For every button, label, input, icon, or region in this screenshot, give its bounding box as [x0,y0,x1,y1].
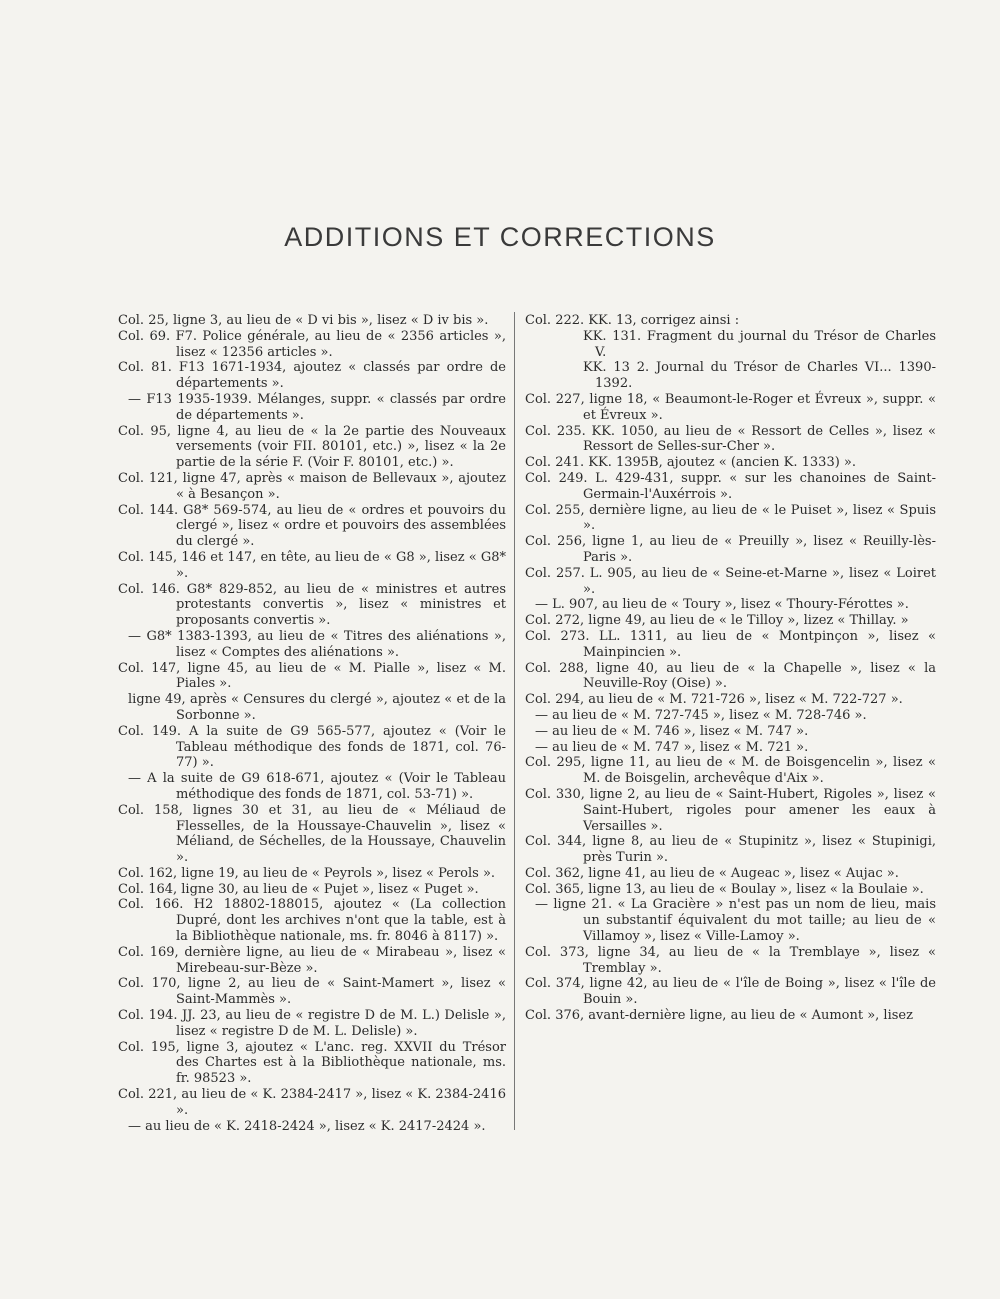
correction-entry: Col. 235. KK. 1050, au lieu de « Ressort de Celles », lisez « Ressort de Selles-sur-Cher ». [525,423,936,455]
correction-entry: Col. 272, ligne 49, au lieu de « le Tilloy », lizez « Thillay. » [525,613,909,629]
correction-entry: — au lieu de « M. 747 », lisez « M. 721 ». [535,739,809,755]
correction-entry: Col. 162, ligne 19, au lieu de « Peyrols », lisez « Perols ». [118,865,496,881]
correction-entry: Col. 25, ligne 3, au lieu de « D vi bis », lisez « D iv bis ». [118,313,489,328]
correction-entry: — F13 1935-1939. Mélanges, suppr. « classés par ordre de départements ». [128,391,506,423]
correction-entry: — au lieu de « K. 2418-2424 », lisez « K. 2417-2424 ». [128,1118,486,1134]
right-column [525,313,936,1024]
correction-entry: Col. 273. LL. 1311, au lieu de « Montpinçon », lisez « Mainpincien ». [525,628,936,660]
correction-entry: Col. 241. KK. 1395B, ajoutez « (ancien K. 1333) ». [525,455,857,471]
correction-entry: Col. 257. L. 905, au lieu de « Seine-et-Marne », lisez « Loiret ». [525,565,936,597]
correction-entry: Col. 121, ligne 47, après « maison de Bellevaux », ajoutez « à Besançon ». [118,470,506,502]
correction-entry: — au lieu de « M. 727-745 », lisez « M. 728-746 ». [535,707,867,723]
correction-entry: — ligne 21. « La Gracière » n'est pas un nom de lieu, mais un substantif équivalent du mot taille; au lieu de « Villamoy », lisez « Ville-Lamoy ». [535,897,936,945]
correction-entry: Col. 376, avant-dernière ligne, au lieu de « Aumont », lisez [525,1008,913,1024]
correction-entry: Col. 222. KK. 13, corrigez ainsi : [525,313,740,328]
correction-entry: Col. 249. L. 429-431, suppr. « sur les chanoines de Saint-Germain-l'Auxérrois ». [525,470,936,502]
correction-entry: Col. 81. F13 1671-1934, ajoutez « classés par ordre de départements ». [118,360,506,392]
correction-entry: Col. 255, dernière ligne, au lieu de « le Puiset », lisez « Spuis ». [525,502,936,534]
correction-entry: Col. 158, lignes 30 et 31, au lieu de « Méliaud de Flesselles, de la Houssaye-Chauvelin », lisez « Méliand, de Séchelles, de la Houssaye, Chauvelin ». [118,802,506,866]
column-divider [514,312,515,1130]
correction-entry: Col. 146. G8* 829-852, au lieu de « ministres et autres protestants convertis », lisez « ministres et proposants convertis ». [118,581,506,629]
correction-entry: Col. 144. G8* 569-574, au lieu de « ordres et pouvoirs du clergé », lisez « ordre et pouvoirs des assemblées du clergé ». [118,502,506,550]
correction-entry: Col. 295, ligne 11, au lieu de « M. de Boisgencelin », lisez « M. de Boisgelin, archevêque d'Aix ». [525,755,936,787]
correction-entry: Col. 221, au lieu de « K. 2384-2417 », lisez « K. 2384-2416 ». [118,1087,506,1118]
correction-entry: Col. 170, ligne 2, au lieu de « Saint-Mamert », lisez « Saint-Mammès ». [118,976,506,1008]
correction-entry: Col. 374, ligne 42, au lieu de « l'île de Boing », lisez « l'île de Bouin ». [525,976,936,1008]
correction-entry: Col. 95, ligne 4, au lieu de « la 2e partie des Nouveaux versements (voir FII. 80101, etc.) », lisez « la 2e partie de la série F. (Voir F. 80101, etc.) ». [118,423,506,471]
correction-entry: KK. 131. Fragment du journal du Trésor de Charles V. [583,328,936,360]
correction-entry: Col. 344, ligne 8, au lieu de « Stupinitz », lisez « Stupinigi, près Turin ». [525,834,936,866]
left-column [118,313,506,1134]
page-title: ADDITIONS ET CORRECTIONS [284,222,716,252]
correction-entry: Col. 373, ligne 34, au lieu de « la Tremblaye », lisez « Tremblay ». [525,944,936,976]
correction-entry: Col. 166. H2 18802-188015, ajoutez « (La collection Dupré, dont les archives n'ont que la table, est à la Bibliothèque nationale, ms. fr. 8046 à 8117) ». [118,897,506,945]
correction-entry: KK. 13 2. Journal du Trésor de Charles VI... 1390-1392. [583,360,936,392]
correction-entry: Col. 195, ligne 3, ajoutez « L'anc. reg. XXVII du Trésor des Chartes est à la Bibliothèque nationale, ms. fr. 98523 ». [118,1039,506,1087]
correction-entry: Col. 256, ligne 1, au lieu de « Preuilly », lisez « Reuilly-lès-Paris ». [525,534,936,565]
correction-entry: Col. 362, ligne 41, au lieu de « Augeac », lisez « Aujac ». [525,865,899,881]
correction-entry: Col. 227, ligne 18, « Beaumont-le-Roger et Évreux », suppr. « et Évreux ». [525,391,936,423]
correction-entry: Col. 149. A la suite de G9 565-577, ajoutez « (Voir le Tableau méthodique des fonds de 1871, col. 76-77) ». [118,723,506,771]
correction-entry: Col. 365, ligne 13, au lieu de « Boulay », lisez « la Boulaie ». [525,881,924,897]
correction-entry: — G8* 1383-1393, au lieu de « Titres des aliénations », lisez « Comptes des aliénations ». [128,628,506,660]
correction-entry: — au lieu de « M. 746 », lisez « M. 747 ». [535,723,809,739]
correction-entry: — L. 907, au lieu de « Toury », lisez « Thoury-Férottes ». [535,597,909,613]
correction-entry: Col. 164, ligne 30, au lieu de « Pujet », lisez « Puget ». [118,881,479,897]
correction-entry: Col. 288, ligne 40, au lieu de « la Chapelle », lisez « la Neuville-Roy (Oise) ». [525,660,936,692]
correction-entry: Col. 169, dernière ligne, au lieu de « Mirabeau », lisez « Mirebeau-sur-Bèze ». [118,944,506,976]
correction-entry: Col. 330, ligne 2, au lieu de « Saint-Hubert, Rigoles », lisez « Saint-Hubert, rigoles pour amener les eaux à Versailles ». [525,786,936,834]
correction-entry: Col. 147, ligne 45, au lieu de « M. Pialle », lisez « M. Piales ». [118,660,506,692]
correction-entry: Col. 294, au lieu de « M. 721-726 », lisez « M. 722-727 ». [525,692,903,708]
correction-entry: ligne 49, après « Censures du clergé », ajoutez « et de la Sorbonne ». [128,692,506,723]
correction-entry: Col. 69. F7. Police générale, au lieu de « 2356 articles », lisez « 12356 articles ». [118,328,506,360]
correction-entry: Col. 145, 146 et 147, en tête, au lieu de « G8 », lisez « G8* ». [118,549,506,581]
correction-entry: Col. 194. JJ. 23, au lieu de « registre D de M. L.) Delisle », lisez « registre D de M. L. Delisle) ». [118,1008,506,1039]
correction-entry: — A la suite de G9 618-671, ajoutez « (Voir le Tableau méthodique des fonds de 1871, col. 53-71) ». [128,771,506,802]
